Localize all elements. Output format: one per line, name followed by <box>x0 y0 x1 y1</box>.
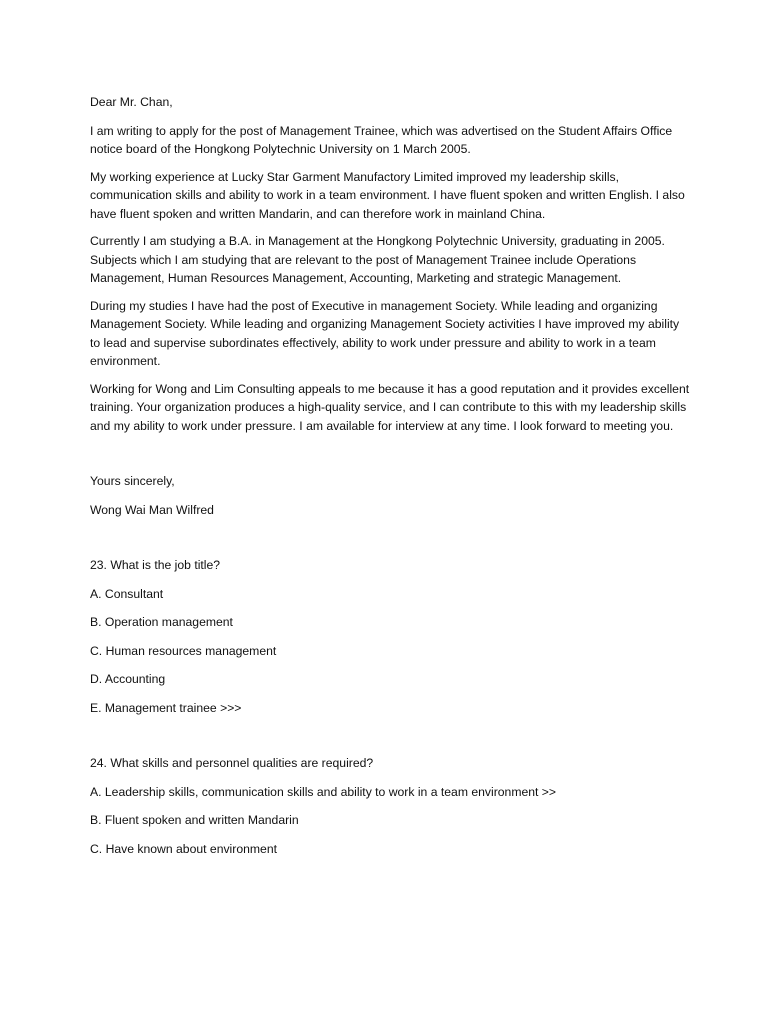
question-23-option-b: B. Operation management <box>90 615 233 629</box>
letter-paragraph-experience: My working experience at Lucky Star Garment Manufactory Limited improved my leadership skills, communication skills and ability to work in a team environment. I have fluent spoken and written English. I also have fluent spoken and written Mandarin, and can therefore work in mainland China. <box>90 169 685 221</box>
question-23-option-c: C. Human resources management <box>90 643 277 658</box>
question-24-option-b: B. Fluent spoken and written Mandarin <box>90 813 299 827</box>
letter-paragraph-application: I am writing to apply for the post of Management Trainee, which was advertised on the Student Affairs Office notice board of the Hongkong Polytechnic University on 1 March 2005. <box>90 123 673 156</box>
letter-closing: Yours sincerely, <box>90 474 175 488</box>
question-24-option-a: A. Leadership skills, communication skills and ability to work in a team environment >> <box>90 784 557 799</box>
question-24: 24. What skills and personnel qualities are required? <box>90 756 374 770</box>
letter-salutation: Dear Mr. Chan, <box>90 95 173 109</box>
document-page <box>90 93 690 868</box>
question-23-option-d: D. Accounting <box>90 672 166 686</box>
question-23-option-e: E. Management trainee >>> <box>90 700 242 715</box>
question-23-option-a: A. Consultant <box>90 586 164 601</box>
letter-signature: Wong Wai Man Wilfred <box>90 502 214 517</box>
letter-paragraph-motivation: Working for Wong and Lim Consulting appeals to me because it has a good reputation and it provides excellent training. Your organization produces a high-quality service, and I can contribute to this with my leadership skills and my ability to work under pressure. I am available for interview at any time. I look forward to meeting you. <box>90 381 690 433</box>
letter-paragraph-education: Currently I am studying a B.A. in Management at the Hongkong Polytechnic University, graduating in 2005. Subjects which I am studying that are relevant to the post of Management Trainee include Operations Management, Human Resources Management, Accounting, Marketing and strategic Management. <box>90 234 665 285</box>
question-23: 23. What is the job title? <box>90 558 221 572</box>
letter-paragraph-activities: During my studies I have had the post of Executive in management Society. While leading and organizing Management Society. While leading and organizing Management Society activities I have improved my ability to lead and supervise subordinates effectively, ability to work under pressure and ability to work in a team environment. <box>90 298 680 368</box>
question-24-option-c: C. Have known about environment <box>90 841 277 856</box>
